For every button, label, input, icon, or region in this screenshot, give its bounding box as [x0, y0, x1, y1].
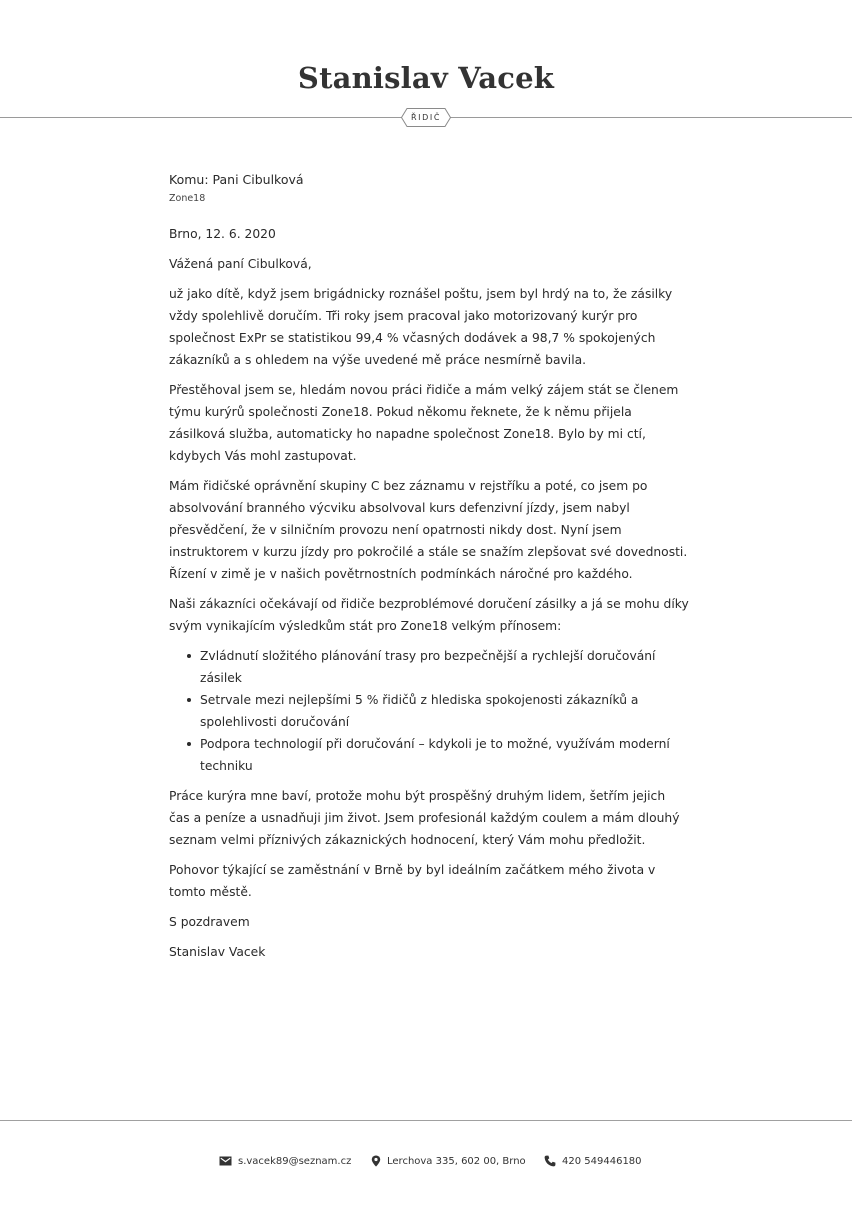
- footer-divider: [0, 1120, 852, 1121]
- phone-icon: [544, 1155, 556, 1167]
- letter-date: Brno, 12. 6. 2020: [169, 227, 276, 241]
- paragraph-interview: Pohovor týkající se zaměstnání v Brně by byl ideálním začátkem mého života v tomto městě.: [169, 863, 656, 899]
- role-badge: [401, 108, 451, 127]
- location-pin-icon: [371, 1155, 381, 1167]
- recipient-line: Komu: Pani Cibulková: [169, 172, 304, 187]
- contact-phone: [544, 1151, 642, 1171]
- letter-body: [169, 170, 689, 963]
- paragraph-values: Práce kurýra mne baví, protože mohu být prospěšný druhým lidem, šetřím jejich čas a peníze a usnadňuji jim život. Jsem profesionál každým coulem a mám dlouhý seznam velmi příznivých zákaznických hodnocení, který Vám mohu předložit.: [169, 789, 680, 847]
- postal-address: Lerchova 335, 602 00, Brno: [387, 1155, 526, 1167]
- paragraph-motivation: Přestěhoval jsem se, hledám novou práci řidiče a mám velký zájem stát se členem týmu kurýrů společnosti Zone18. Pokud někomu řeknete, že k němu přijela zásilková služba, automaticky ho napadne společnost Zone18. Bylo by mi ctí, kdybych Vás mohl zastupovat.: [169, 383, 679, 463]
- paragraph-qualifications: Mám řidičské oprávnění skupiny C bez záznamu v rejstříku a poté, co jsem po absolvování branného výcviku absolvoval kurs defenzivní jízdy, jsem nabyl přesvědčení, že v silničním provozu není opatrnosti nikdy dost. Nyní jsem instruktorem v kurzu jízdy pro pokročilé a stále se snažím zlepšovat své dovednosti. Řízení v zimě je v našich povětrnostních podmínkách náročné pro každého.: [169, 479, 688, 581]
- phone-number[interactable]: 420 549446180: [562, 1155, 642, 1167]
- benefits-list: [169, 645, 689, 777]
- signature-name: Stanislav Vacek: [169, 945, 266, 959]
- list-item: Podpora technologií při doručování – kdykoli je to možné, využívám moderní techniku: [200, 733, 689, 777]
- contact-address: [371, 1151, 526, 1171]
- email-address[interactable]: s.vacek89@seznam.cz: [238, 1155, 352, 1167]
- applicant-name: Stanislav Vacek: [297, 61, 555, 95]
- paragraph-intro: už jako dítě, když jsem brigádnicky roznášel poštu, jsem byl hrdý na to, že zásilky vždy spolehlivě doručím. Tři roky jsem pracoval jako motorizovaný kurýr pro společnost ExPr se statistikou 99,4 % včasných dodávek a 98,7 % spokojených zákazníků a s ohledem na výše uvedené mě práce nesmírně bavila.: [169, 287, 673, 367]
- recipient-company: Zone18: [169, 193, 206, 204]
- contact-footer: [0, 1151, 852, 1171]
- closing-phrase: S pozdravem: [169, 915, 250, 929]
- contact-email: [219, 1151, 351, 1171]
- role-title: ŘIDIČ: [410, 113, 442, 122]
- paragraph-benefits-intro: Naši zákazníci očekávají od řidiče bezproblémové doručení zásilky a já se mohu díky svým vynikajícím výsledkům stát pro Zone18 velkým přínosem:: [169, 597, 689, 633]
- list-item: Zvládnutí složitého plánování trasy pro bezpečnější a rychlejší doručování zásilek: [200, 645, 689, 689]
- envelope-icon: [219, 1156, 232, 1166]
- list-item: Setrvale mezi nejlepšími 5 % řidičů z hlediska spokojenosti zákazníků a spolehlivosti doručování: [200, 689, 689, 733]
- salutation: Vážená paní Cibulková,: [169, 257, 312, 271]
